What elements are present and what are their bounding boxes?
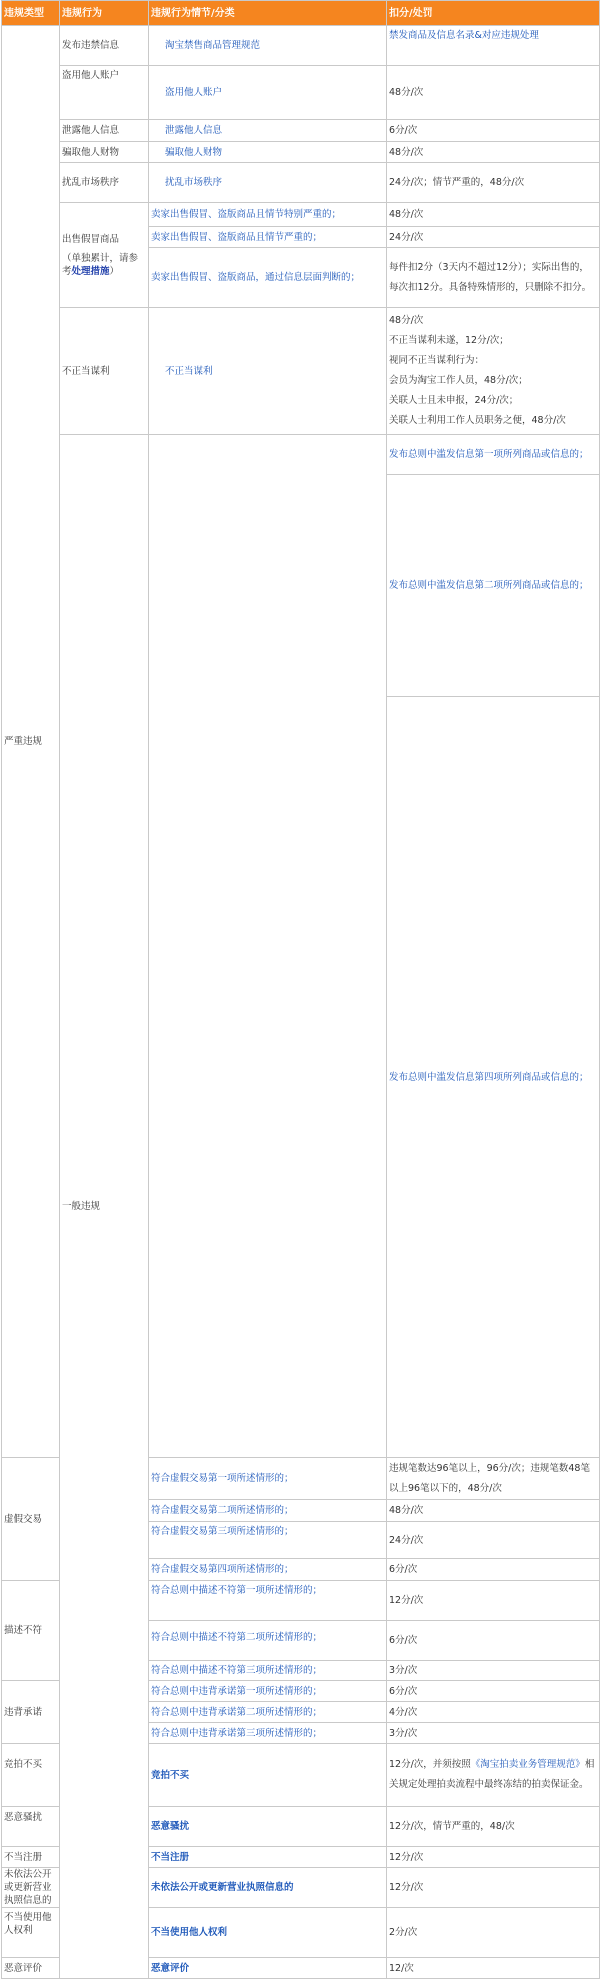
behavior-cell: 发布违禁信息 bbox=[60, 26, 149, 66]
detail-link[interactable]: 扰乱市场秩序 bbox=[149, 163, 387, 203]
penalty-text: 12分/次，并须按照 bbox=[389, 1759, 471, 1770]
penalty-cell: 12分/次 bbox=[387, 1847, 600, 1868]
detail-link[interactable]: 卖家出售假冒、盗版商品且情节特别严重的； bbox=[149, 203, 387, 227]
penalty-cell: 6分/次 bbox=[387, 1559, 600, 1581]
penalty-cell: 12分/次，情节严重的，48/次 bbox=[387, 1807, 600, 1847]
penalty-line: 48分/次 bbox=[389, 315, 424, 326]
behavior-cell: 恶意评价 bbox=[2, 1958, 60, 1979]
detail-link[interactable]: 符合总则中描述不符第三项所述情形的； bbox=[149, 1661, 387, 1681]
detail-link[interactable]: 骗取他人财物 bbox=[149, 142, 387, 163]
behavior-cell: 不正当谋利 bbox=[60, 308, 149, 435]
type-general: 一般违规 bbox=[60, 435, 149, 1979]
penalty-cell: 3分/次 bbox=[387, 1661, 600, 1681]
detail-link[interactable]: 泄露他人信息 bbox=[149, 120, 387, 142]
behavior-cell: 虚假交易 bbox=[2, 1458, 60, 1581]
header-penalty: 扣分/处罚 bbox=[387, 1, 600, 26]
penalty-cell: 3分/次 bbox=[387, 1723, 600, 1744]
table-row bbox=[2, 120, 600, 142]
detail-link[interactable]: 卖家出售假冒、盗版商品，通过信息层面判断的； bbox=[149, 248, 387, 308]
detail-link[interactable]: 符合虚假交易第三项所述情形的； bbox=[149, 1522, 387, 1559]
table-row bbox=[2, 163, 600, 203]
behavior-note bbox=[62, 252, 146, 278]
penalty-cell: 24分/次 bbox=[387, 227, 600, 248]
table-row bbox=[2, 203, 600, 227]
penalty-cell: 12/次 bbox=[387, 1958, 600, 1979]
penalty-line: 不正当谋利未遂，12分/次； bbox=[389, 335, 509, 346]
detail-link[interactable]: 发布总则中滥发信息第四项所列商品或信息的； bbox=[387, 697, 600, 1458]
detail-link[interactable]: 符合总则中违背承诺第三项所述情形的； bbox=[149, 1723, 387, 1744]
penalty-cell: 12分/次 bbox=[387, 1581, 600, 1621]
detail-link[interactable]: 符合总则中描述不符第一项所述情形的； bbox=[149, 1581, 387, 1621]
penalty-cell: 48分/次 bbox=[387, 142, 600, 163]
penalty-cell: 6分/次 bbox=[387, 1681, 600, 1702]
detail-link[interactable]: 恶意骚扰 bbox=[149, 1807, 387, 1847]
table-row bbox=[2, 142, 600, 163]
header-behavior: 违规行为 bbox=[60, 1, 149, 26]
penalty-cell: 每件扣2分（3天内不超过12分）；实际出售的，每次扣12分。具备特殊情形的，只删除不扣分。 bbox=[387, 248, 600, 308]
auction-rules-link[interactable]: 《淘宝拍卖业务管理规范》 bbox=[470, 1759, 585, 1770]
table-row bbox=[2, 308, 600, 435]
detail-link[interactable]: 符合虚假交易第二项所述情形的； bbox=[149, 1500, 387, 1522]
behavior-cell: 不当使用他人权利 bbox=[2, 1908, 60, 1958]
detail-link[interactable]: 不当注册 bbox=[149, 1847, 387, 1868]
penalty-cell bbox=[387, 308, 600, 435]
penalty-link[interactable]: 禁发商品及信息名录&对应违规处理 bbox=[387, 26, 600, 66]
penalty-cell: 48分/次 bbox=[387, 66, 600, 120]
behavior-cell bbox=[149, 435, 387, 1458]
penalty-cell: 48分/次 bbox=[387, 203, 600, 227]
penalty-cell: 6分/次 bbox=[387, 1621, 600, 1661]
detail-link[interactable]: 不当使用他人权利 bbox=[149, 1908, 387, 1958]
handling-measures-link[interactable]: 处理措施 bbox=[71, 265, 110, 277]
behavior-cell: 不当注册 bbox=[2, 1847, 60, 1868]
table-row bbox=[2, 435, 600, 475]
behavior-cell bbox=[60, 203, 149, 308]
behavior-cell: 盗用他人账户 bbox=[60, 66, 149, 120]
table-header-row bbox=[2, 1, 600, 26]
penalty-cell: 4分/次 bbox=[387, 1702, 600, 1723]
header-detail: 违规行为情节/分类 bbox=[149, 1, 387, 26]
penalty-cell: 违规笔数达96笔以上，96分/次；违规笔数48笔以上96笔以下的，48分/次 bbox=[387, 1458, 600, 1500]
detail-link[interactable]: 发布总则中滥发信息第一项所列商品或信息的； bbox=[387, 435, 600, 475]
penalty-cell: 48分/次 bbox=[387, 1500, 600, 1522]
behavior-cell: 竞拍不买 bbox=[2, 1744, 60, 1807]
penalty-cell: 24分/次 bbox=[387, 1522, 600, 1559]
behavior-cell: 描述不符 bbox=[2, 1581, 60, 1681]
behavior-cell: 骗取他人财物 bbox=[60, 142, 149, 163]
behavior-label: 出售假冒商品 bbox=[62, 233, 120, 245]
penalty-cell: 12分/次 bbox=[387, 1868, 600, 1908]
violation-penalty-table bbox=[1, 0, 600, 1979]
note-end: ） bbox=[109, 265, 120, 277]
note-text: （单独累计，请参考 bbox=[62, 252, 139, 277]
penalty-cell bbox=[387, 1744, 600, 1807]
penalty-line: 视同不正当谋利行为： bbox=[389, 355, 485, 366]
penalty-cell: 6分/次 bbox=[387, 120, 600, 142]
detail-link[interactable]: 符合总则中描述不符第二项所述情形的； bbox=[149, 1621, 387, 1661]
table-row bbox=[2, 66, 600, 120]
penalty-cell: 24分/次；情节严重的，48分/次 bbox=[387, 163, 600, 203]
penalty-text: 相关规定处理拍卖流程中最终冻结的拍卖保证金。 bbox=[389, 1759, 595, 1790]
behavior-cell: 扰乱市场秩序 bbox=[60, 163, 149, 203]
detail-link[interactable]: 发布总则中滥发信息第二项所列商品或信息的； bbox=[387, 475, 600, 697]
behavior-cell: 违背承诺 bbox=[2, 1681, 60, 1744]
detail-link[interactable]: 符合总则中违背承诺第二项所述情形的； bbox=[149, 1702, 387, 1723]
behavior-cell: 泄露他人信息 bbox=[60, 120, 149, 142]
detail-link[interactable]: 符合虚假交易第四项所述情形的； bbox=[149, 1559, 387, 1581]
penalty-cell: 2分/次 bbox=[387, 1908, 600, 1958]
behavior-cell: 未依法公开或更新营业执照信息的 bbox=[2, 1868, 60, 1908]
detail-link[interactable]: 恶意评价 bbox=[149, 1958, 387, 1979]
detail-link[interactable]: 符合总则中违背承诺第一项所述情形的； bbox=[149, 1681, 387, 1702]
detail-link[interactable]: 符合虚假交易第一项所述情形的； bbox=[149, 1458, 387, 1500]
detail-link[interactable]: 盗用他人账户 bbox=[149, 66, 387, 120]
penalty-line: 关联人士利用工作人员职务之便，48分/次 bbox=[389, 415, 566, 426]
detail-link[interactable]: 卖家出售假冒、盗版商品且情节严重的； bbox=[149, 227, 387, 248]
penalty-line: 关联人士且未申报，24分/次； bbox=[389, 395, 519, 406]
penalty-line: 会员为淘宝工作人员，48分/次； bbox=[389, 375, 528, 386]
detail-link[interactable]: 不正当谋利 bbox=[149, 308, 387, 435]
table-row bbox=[2, 26, 600, 66]
header-type: 违规类型 bbox=[2, 1, 60, 26]
type-severe: 严重违规 bbox=[2, 26, 60, 1458]
detail-link[interactable]: 未依法公开或更新营业执照信息的 bbox=[149, 1868, 387, 1908]
detail-link[interactable]: 淘宝禁售商品管理规范 bbox=[149, 26, 387, 66]
detail-link[interactable]: 竞拍不买 bbox=[149, 1744, 387, 1807]
behavior-cell: 恶意骚扰 bbox=[2, 1807, 60, 1847]
